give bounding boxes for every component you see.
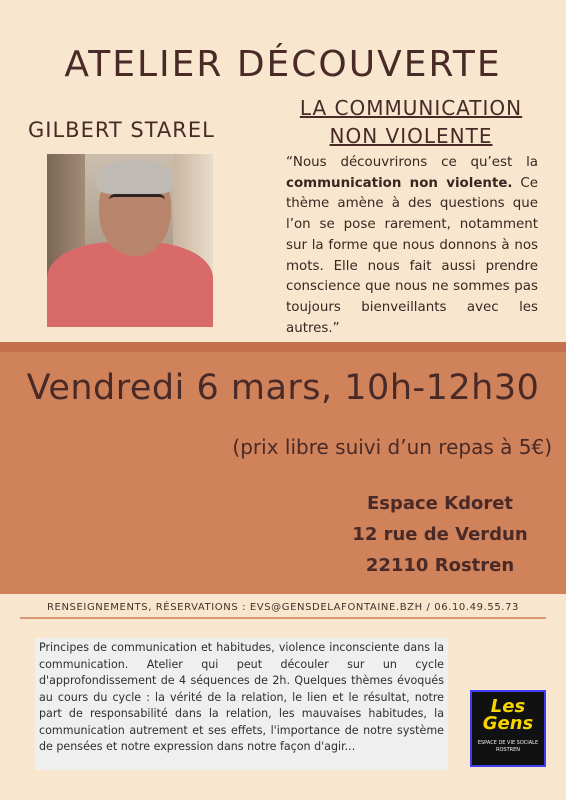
quote-text-end: Ce thème amène à des questions que l’on se pose rarement, notamment sur la forme que nous donnons à nos mots. Elle nous fait aussi prendre conscience que nous ne sommes pas toujours bienveillants avec les autres.” xyxy=(286,175,538,336)
event-price: (prix libre suivi d’un repas à 5€) xyxy=(232,435,552,459)
speaker-quote xyxy=(286,153,538,339)
quote-emphasis: communication non violente. xyxy=(286,175,513,191)
band-divider xyxy=(0,342,566,352)
les-gens-logo xyxy=(470,690,546,767)
subject-line-1: LA COMMUNICATION xyxy=(299,96,523,120)
venue-name: Espace Kdoret xyxy=(366,493,514,514)
speaker-photo xyxy=(47,154,213,327)
speaker-name: GILBERT STAREL xyxy=(28,118,215,142)
logo-line-2: Gens xyxy=(482,713,534,734)
logo-line-3: ESPACE DE VIE SOCIALE xyxy=(477,740,539,746)
event-date: Vendredi 6 mars, 10h-12h30 xyxy=(26,368,540,408)
venue-city: 22110 Rostren xyxy=(365,555,515,576)
quote-text-start: “Nous découvrirons ce qu’est la xyxy=(286,155,538,170)
subject-line-2: NON VIOLENTE xyxy=(329,124,493,148)
contact-info: RENSEIGNEMENTS, RÉSERVATIONS : EVS@GENSDELAFONTAINE.BZH / 06.10.49.55.73 xyxy=(47,602,519,613)
logo-line-1: Les xyxy=(490,696,526,717)
event-address xyxy=(330,488,550,581)
workshop-description: Principes de communication et habitudes, violence inconsciente dans la communication. Atelier qui peut découler sur un cycle d'approfondissement de 4 séquences de 2h. Quelques thèmes évoqués au cours du cycle : la vérité de la relation, le lien et le résultat, notre part de responsabilité dans la relation, les mauvaises habitudes, la communication autrement et ses effets, l'importance de notre système de pensées et notre expression dans notre façon d'agir... xyxy=(35,638,448,770)
workshop-subject xyxy=(285,94,537,150)
event-title: ATELIER DÉCOUVERTE xyxy=(64,44,502,85)
venue-street: 12 rue de Verdun xyxy=(352,524,528,545)
contact-divider xyxy=(20,617,546,619)
logo-line-4: ROSTREN xyxy=(495,747,520,753)
